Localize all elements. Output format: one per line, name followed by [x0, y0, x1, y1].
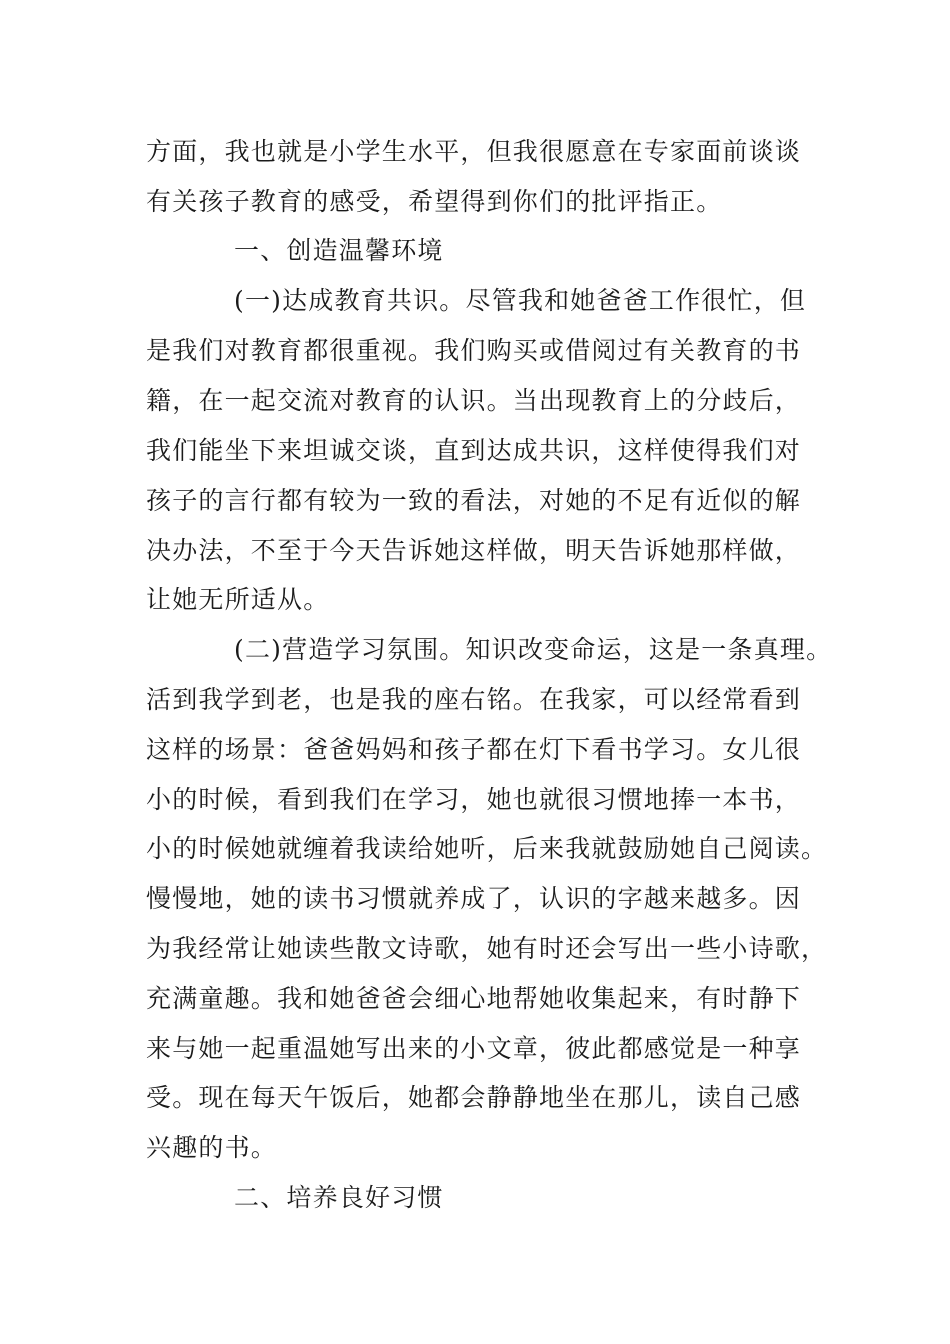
subsection-heading: (一)达成教育共识。尽管我和她爸爸工作很忙，但	[234, 286, 807, 315]
text-line: 方面，我也就是小学生水平，但我很愿意在专家面前谈谈	[146, 137, 802, 166]
text-line: 为我经常让她读些散文诗歌，她有时还会写出一些小诗歌，	[146, 934, 828, 963]
text-line: 让她无所适从。	[146, 585, 330, 614]
text-line: 是我们对教育都很重视。我们购买或借阅过有关教育的书	[146, 336, 802, 365]
text-line: 慢慢地，她的读书习惯就养成了，认识的字越来越多。因	[146, 884, 802, 913]
text-line: 小的时候她就缠着我读给她听，后来我就鼓励她自己阅读。	[146, 834, 828, 863]
section-heading: 二、培养良好习惯	[234, 1183, 444, 1212]
text-line: 这样的场景：爸爸妈妈和孩子都在灯下看书学习。女儿很	[146, 735, 802, 764]
text-line: 孩子的言行都有较为一致的看法，对她的不足有近似的解	[146, 486, 802, 515]
text-line: 来与她一起重温她写出来的小文章，彼此都感觉是一种享	[146, 1034, 802, 1063]
text-line: 充满童趣。我和她爸爸会细心地帮她收集起来，有时静下	[146, 984, 802, 1013]
section-heading: 一、创造温馨环境	[234, 236, 444, 265]
text-line: 受。现在每天午饭后，她都会静静地坐在那儿，读自己感	[146, 1083, 802, 1112]
text-line: 有关孩子教育的感受，希望得到你们的批评指正。	[146, 187, 723, 216]
text-line: 籍，在一起交流对教育的认识。当出现教育上的分歧后，	[146, 386, 802, 415]
text-line: 活到我学到老，也是我的座右铭。在我家，可以经常看到	[146, 685, 802, 714]
subsection-heading: (二)营造学习氛围。知识改变命运，这是一条真理。	[234, 635, 833, 664]
text-line: 我们能坐下来坦诚交谈，直到达成共识，这样使得我们对	[146, 436, 802, 465]
text-line: 兴趣的书。	[146, 1133, 278, 1162]
text-line: 决办法，不至于今天告诉她这样做，明天告诉她那样做，	[146, 536, 802, 565]
text-line: 小的时候，看到我们在学习，她也就很习惯地捧一本书，	[146, 785, 802, 814]
